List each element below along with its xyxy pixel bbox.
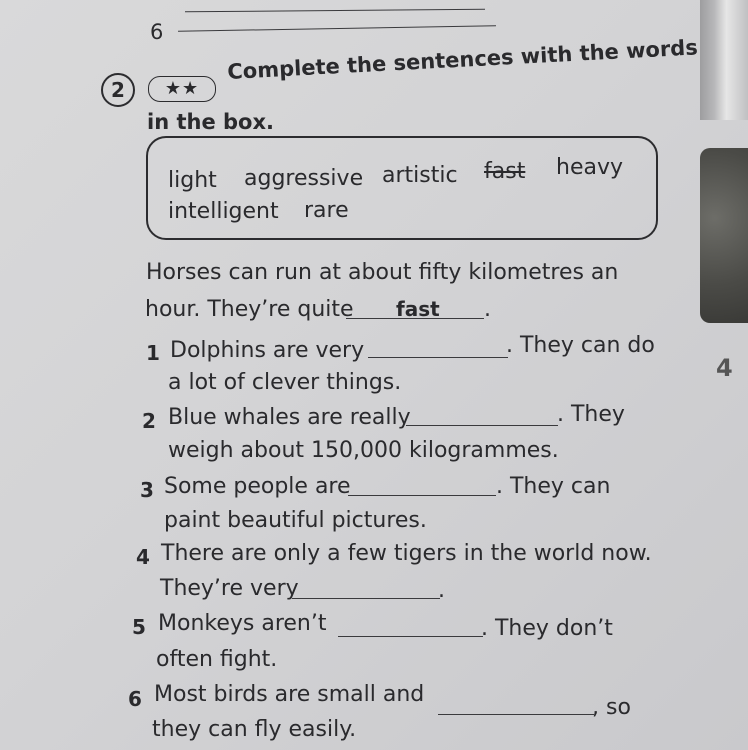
item-3-number: 3	[140, 478, 154, 502]
item-6-number: 6	[128, 687, 142, 711]
item-5-text-start: Monkeys aren’t	[158, 611, 327, 636]
word-fast-crossed: fast	[484, 159, 526, 184]
item-4-number: 4	[136, 545, 150, 569]
example-answer-line	[346, 318, 484, 319]
item-2-text-start: Blue whales are really	[168, 405, 411, 430]
answer-line-6	[178, 25, 496, 32]
item-1-number: 1	[146, 341, 160, 365]
item-1-text-start: Dolphins are very	[170, 338, 365, 363]
item-2-number: 2	[142, 409, 156, 433]
item-3-text-end: . They can	[496, 474, 611, 499]
example-line-1: Horses can run at about fifty kilometres an	[146, 260, 619, 285]
side-page-number: 4	[716, 354, 733, 382]
side-photo	[700, 148, 748, 323]
word-light: light	[168, 168, 217, 193]
exercise-number-badge: 2	[101, 73, 135, 107]
item-6-answer-blank[interactable]	[438, 714, 594, 715]
item-3-text-start: Some people are	[164, 474, 351, 499]
item-2-answer-blank[interactable]	[406, 425, 558, 426]
item-4-answer-blank[interactable]	[292, 598, 440, 599]
item-6-text-start: Most birds are small and	[154, 682, 425, 707]
item-1-text-end: . They can do	[506, 333, 655, 358]
example-line-2-end: .	[484, 297, 491, 322]
item-6-text-end: , so	[592, 695, 631, 720]
item-5-line-2: often fight.	[156, 647, 278, 672]
item-3-line-2: paint beautiful pictures.	[164, 508, 427, 533]
word-intelligent: intelligent	[168, 199, 279, 224]
word-heavy: heavy	[556, 155, 623, 180]
item-1-line-2: a lot of clever things.	[168, 370, 402, 395]
item-4-line-1: There are only a few tigers in the world now.	[161, 541, 652, 566]
difficulty-stars: ★★	[148, 76, 216, 102]
item-1-answer-blank[interactable]	[368, 357, 508, 358]
item-4-text-start: They’re very	[160, 576, 299, 601]
item-6-line-2: they can fly easily.	[152, 717, 357, 742]
item-4-text-end: .	[438, 578, 445, 603]
example-answer: fast	[396, 297, 440, 321]
word-box	[146, 136, 658, 240]
word-aggressive: aggressive	[244, 166, 364, 191]
item-3-answer-blank[interactable]	[348, 495, 496, 496]
page-edge-strip	[700, 0, 748, 120]
answer-line-5	[185, 9, 485, 13]
item-5-answer-blank[interactable]	[338, 636, 483, 637]
item-2-text-end: . They	[557, 402, 625, 427]
item-5-text-end: . They don’t	[481, 616, 613, 641]
item-5-number: 5	[132, 615, 146, 639]
word-rare: rare	[304, 198, 349, 223]
word-artistic: artistic	[382, 163, 458, 188]
instruction-line-2: in the box.	[147, 110, 274, 134]
item-2-line-2: weigh about 150,000 kilogrammes.	[168, 438, 559, 463]
instruction-line-1: Complete the sentences with the words	[226, 35, 699, 84]
example-line-2-start: hour. They’re quite	[145, 297, 354, 322]
item-6-number: 6	[150, 20, 164, 44]
